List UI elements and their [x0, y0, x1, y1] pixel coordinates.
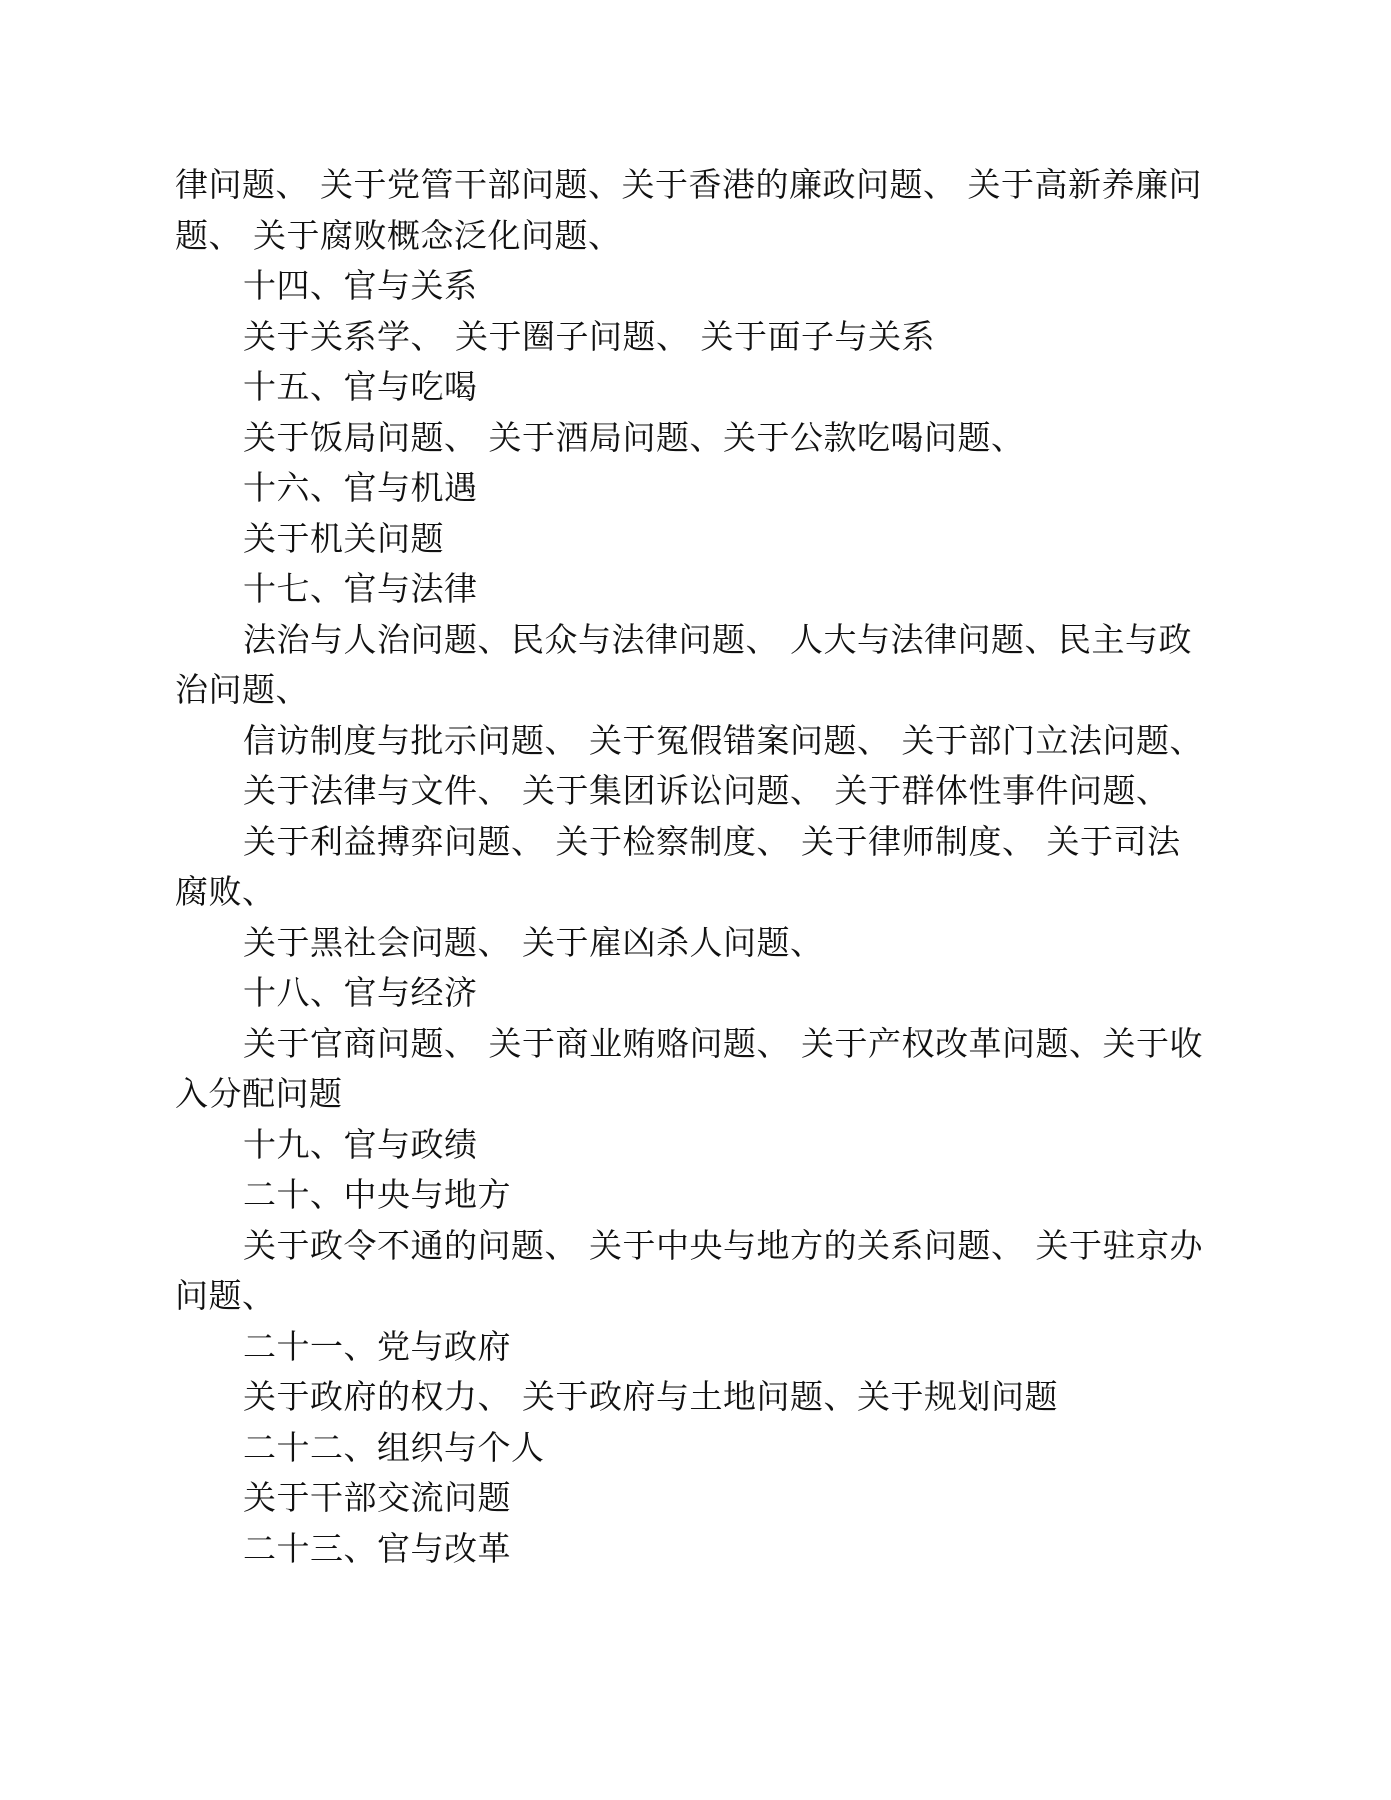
text-line: 律问题、 关于党管干部问题、关于香港的廉政问题、 关于高新养廉问 [175, 165, 1202, 204]
section-heading: 二十二、组织与个人 [243, 1427, 545, 1467]
text-line: 信访制度与批示问题、 关于冤假错案问题、 关于部门立法问题、 [243, 720, 1203, 760]
text-line: 关于饭局问题、 关于酒局问题、关于公款吃喝问题、 [243, 417, 1025, 457]
text-line: 治问题、 [175, 670, 309, 709]
text-line: 关于政令不通的问题、 关于中央与地方的关系问题、 关于驻京办 [243, 1225, 1203, 1265]
text-line: 腐败、 [175, 872, 276, 911]
text-line: 关于政府的权力、 关于政府与土地问题、关于规划问题 [243, 1377, 1058, 1416]
section-heading: 二十一、党与政府 [243, 1326, 511, 1366]
text-line: 关于机关问题 [243, 518, 444, 558]
section-heading: 十九、官与政绩 [243, 1124, 478, 1164]
text-line: 关于黑社会问题、 关于雇凶杀人问题、 [243, 922, 824, 962]
section-heading: 二十、中央与地方 [243, 1175, 511, 1214]
text-line: 关于法律与文件、 关于集团诉讼问题、 关于群体性事件问题、 [243, 771, 1170, 810]
text-line: 法治与人治问题、民众与法律问题、 人大与法律问题、民主与政 [243, 619, 1192, 659]
text-line: 问题、 [175, 1276, 276, 1315]
section-heading: 十七、官与法律 [243, 569, 478, 608]
text-line: 关于利益搏弈问题、 关于检察制度、 关于律师制度、 关于司法 [243, 821, 1181, 861]
section-heading: 十五、官与吃喝 [243, 367, 478, 406]
section-heading: 二十三、官与改革 [243, 1528, 511, 1568]
section-heading: 十八、官与经济 [243, 973, 478, 1012]
text-line: 关于关系学、 关于圈子问题、 关于面子与关系 [243, 316, 935, 356]
text-line: 关于官商问题、 关于商业贿赂问题、 关于产权改革问题、关于收 [243, 1023, 1203, 1063]
text-line: 入分配问题 [175, 1074, 343, 1113]
text-line: 关于干部交流问题 [243, 1478, 511, 1517]
section-heading: 十六、官与机遇 [243, 468, 478, 507]
document-page [175, 160, 1220, 1574]
text-line: 题、 关于腐败概念泛化问题、 [175, 215, 622, 255]
section-heading: 十四、官与关系 [243, 266, 478, 305]
